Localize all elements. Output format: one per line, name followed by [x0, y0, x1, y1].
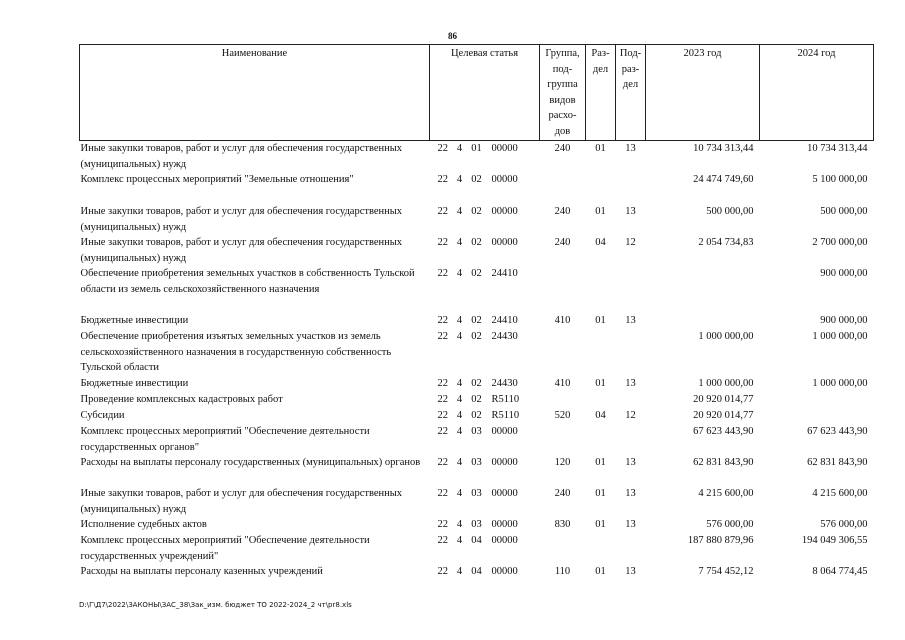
row-group: 240: [554, 488, 571, 499]
row-group: 240: [554, 143, 571, 154]
row-amount-2023: 20 920 014,77: [693, 410, 754, 421]
code-program: 22: [437, 535, 448, 546]
row-group: [540, 266, 586, 313]
row-target-code: [430, 486, 540, 517]
code-direction: R5110: [491, 410, 520, 421]
code-subprogram: 4: [456, 331, 463, 342]
row-section: [586, 329, 616, 376]
row-amount-2023: 576 000,00: [706, 519, 754, 530]
code-subprogram: 4: [456, 566, 463, 577]
row-subsection: 13: [625, 315, 636, 326]
row-target-code: [430, 533, 540, 564]
table-row: [80, 564, 874, 580]
code-subprogram: 4: [456, 268, 463, 279]
row-section: [586, 424, 616, 455]
code-program: 22: [437, 378, 448, 389]
row-group: 830: [554, 519, 571, 530]
row-amount-2024: 10 734 313,44: [807, 143, 868, 154]
code-program: 22: [437, 410, 448, 421]
code-direction: 00000: [491, 143, 518, 154]
row-subsection: 12: [625, 237, 636, 248]
row-name: Проведение комплексных кадастровых работ: [80, 394, 283, 405]
row-name: Иные закупки товаров, работ и услуг для обеспечения государственных (муниципальных) нужд: [80, 143, 403, 170]
code-program: 22: [437, 174, 448, 185]
table-header-row: [80, 45, 874, 141]
code-subprogram: 4: [456, 378, 463, 389]
row-amount-2023: 1 000 000,00: [698, 378, 754, 389]
row-target-code: [430, 455, 540, 486]
row-subsection: [616, 392, 646, 408]
code-part: 02: [471, 394, 482, 405]
row-group: [540, 392, 586, 408]
row-section: [586, 172, 616, 204]
row-section: 01: [595, 488, 606, 499]
code-program: 22: [437, 315, 448, 326]
row-amount-2024: 194 049 306,55: [801, 535, 868, 546]
row-group: 410: [554, 315, 571, 326]
row-target-code: [430, 408, 540, 424]
row-section: 01: [595, 519, 606, 530]
budget-table: [79, 44, 874, 580]
code-part: 02: [471, 331, 482, 342]
table-row: [80, 141, 874, 173]
row-amount-2023: 187 880 879,96: [687, 535, 754, 546]
code-direction: 00000: [491, 237, 518, 248]
row-section: [586, 533, 616, 564]
row-section: 01: [595, 206, 606, 217]
code-part: 02: [471, 206, 482, 217]
code-subprogram: 4: [456, 426, 463, 437]
code-part: 02: [471, 378, 482, 389]
row-amount-2023: 500 000,00: [706, 206, 754, 217]
code-subprogram: 4: [456, 394, 463, 405]
row-target-code: [430, 172, 540, 204]
row-amount-2023: 24 474 749,60: [693, 174, 754, 185]
table-row: [80, 517, 874, 533]
row-name: Бюджетные инвестиции: [80, 315, 189, 326]
row-section: 01: [595, 315, 606, 326]
code-subprogram: 4: [456, 535, 463, 546]
code-direction: 00000: [491, 457, 518, 468]
row-group: 240: [554, 206, 571, 217]
row-amount-2024: [760, 392, 874, 408]
row-amount-2023: 10 734 313,44: [693, 143, 754, 154]
table-row: [80, 266, 874, 313]
code-program: 22: [437, 206, 448, 217]
row-target-code: [430, 313, 540, 329]
code-program: 22: [437, 488, 448, 499]
row-name: Обеспечение приобретения земельных участков в собственность Тульской области из земель сельскохозяйственного назначения: [80, 268, 415, 295]
code-direction: 00000: [491, 519, 518, 530]
table-row: [80, 235, 874, 266]
row-target-code: [430, 424, 540, 455]
code-direction: 24410: [491, 315, 518, 326]
row-section: [586, 392, 616, 408]
table-row: [80, 408, 874, 424]
row-amount-2023: 20 920 014,77: [693, 394, 754, 405]
row-amount-2023: 2 054 734,83: [698, 237, 754, 248]
row-subsection: [616, 266, 646, 313]
row-amount-2023: 62 831 843,90: [693, 457, 754, 468]
code-program: 22: [437, 268, 448, 279]
row-subsection: [616, 424, 646, 455]
row-target-code: [430, 141, 540, 173]
row-name: Иные закупки товаров, работ и услуг для обеспечения государственных (муниципальных) нужд: [80, 237, 403, 264]
row-subsection: 13: [625, 143, 636, 154]
row-amount-2023: [646, 266, 760, 313]
row-amount-2024: 900 000,00: [820, 315, 868, 326]
file-path-footer: D:\Г\Д7\2022\ЗАКОНЫ\ЗАС_38\Зак_изм. бюджет ТО 2022-2024_2 чт\pr8.xls: [79, 601, 352, 609]
row-target-code: [430, 329, 540, 376]
row-group: 240: [554, 237, 571, 248]
row-amount-2024: 62 831 843,90: [807, 457, 868, 468]
code-part: 03: [471, 488, 482, 499]
row-subsection: 13: [625, 457, 636, 468]
code-direction: 00000: [491, 488, 518, 499]
row-amount-2024: 500 000,00: [820, 206, 868, 217]
code-program: 22: [437, 331, 448, 342]
code-direction: R5110: [491, 394, 520, 405]
row-amount-2024: 1 000 000,00: [812, 331, 868, 342]
row-name: Обеспечение приобретения изъятых земельных участков из земель сельскохозяйственного назначения в государственную собственность Тульской области: [80, 331, 392, 373]
page-number: 86: [448, 31, 457, 41]
row-name: Субсидии: [80, 410, 125, 421]
code-part: 02: [471, 315, 482, 326]
row-amount-2024: 1 000 000,00: [812, 378, 868, 389]
code-subprogram: 4: [456, 206, 463, 217]
code-program: 22: [437, 566, 448, 577]
row-amount-2023: 4 215 600,00: [698, 488, 754, 499]
row-amount-2024: 576 000,00: [820, 519, 868, 530]
code-direction: 00000: [491, 566, 518, 577]
row-group: [540, 172, 586, 204]
row-amount-2024: 67 623 443,90: [807, 426, 868, 437]
row-amount-2024: 2 700 000,00: [812, 237, 868, 248]
table-row: [80, 329, 874, 376]
row-section: 01: [595, 143, 606, 154]
header-2023: 2023 год: [646, 45, 760, 141]
row-amount-2023: 1 000 000,00: [698, 331, 754, 342]
code-subprogram: 4: [456, 488, 463, 499]
code-part: 04: [471, 535, 482, 546]
code-part: 02: [471, 268, 482, 279]
row-name: Расходы на выплаты персоналу государственных (муниципальных) органов: [80, 457, 421, 468]
code-program: 22: [437, 426, 448, 437]
code-part: 01: [471, 143, 482, 154]
row-target-code: [430, 564, 540, 580]
row-name: Иные закупки товаров, работ и услуг для обеспечения государственных (муниципальных) нужд: [80, 206, 403, 233]
row-name: Бюджетные инвестиции: [80, 378, 189, 389]
code-direction: 24430: [491, 378, 518, 389]
row-name: Иные закупки товаров, работ и услуг для обеспечения государственных (муниципальных) нужд: [80, 488, 403, 515]
row-amount-2023: 67 623 443,90: [693, 426, 754, 437]
table-row: [80, 455, 874, 486]
code-part: 02: [471, 237, 482, 248]
code-part: 02: [471, 174, 482, 185]
row-amount-2024: 900 000,00: [820, 268, 868, 279]
code-direction: 00000: [491, 535, 518, 546]
code-direction: 00000: [491, 174, 518, 185]
row-amount-2024: 4 215 600,00: [812, 488, 868, 499]
code-direction: 00000: [491, 426, 518, 437]
table-row: [80, 376, 874, 392]
code-program: 22: [437, 457, 448, 468]
row-subsection: 13: [625, 206, 636, 217]
code-part: 04: [471, 566, 482, 577]
row-subsection: 13: [625, 488, 636, 499]
row-section: 01: [595, 378, 606, 389]
code-program: 22: [437, 143, 448, 154]
code-direction: 00000: [491, 206, 518, 217]
row-group: 410: [554, 378, 571, 389]
code-direction: 24410: [491, 268, 518, 279]
table-row: [80, 172, 874, 204]
code-subprogram: 4: [456, 174, 463, 185]
row-name: Расходы на выплаты персоналу казенных учреждений: [80, 566, 323, 577]
row-subsection: [616, 172, 646, 204]
code-subprogram: 4: [456, 457, 463, 468]
header-group: Группа, под- группа видов расхо- дов: [540, 45, 586, 141]
row-target-code: [430, 517, 540, 533]
row-group: [540, 329, 586, 376]
code-subprogram: 4: [456, 315, 463, 326]
row-amount-2024: 8 064 774,45: [812, 566, 868, 577]
row-group: [540, 533, 586, 564]
header-2024: 2024 год: [760, 45, 874, 141]
row-section: 04: [595, 237, 606, 248]
table-row: [80, 392, 874, 408]
row-target-code: [430, 392, 540, 408]
row-subsection: [616, 329, 646, 376]
row-name: Комплекс процессных мероприятий "Обеспечение деятельности государственных органов": [80, 426, 370, 453]
code-direction: 24430: [491, 331, 518, 342]
code-part: 03: [471, 457, 482, 468]
row-amount-2024: [760, 408, 874, 424]
row-subsection: 13: [625, 378, 636, 389]
table-row: [80, 313, 874, 329]
code-program: 22: [437, 519, 448, 530]
code-subprogram: 4: [456, 237, 463, 248]
code-subprogram: 4: [456, 143, 463, 154]
row-group: [540, 424, 586, 455]
code-part: 02: [471, 410, 482, 421]
row-subsection: [616, 533, 646, 564]
code-subprogram: 4: [456, 519, 463, 530]
code-part: 03: [471, 426, 482, 437]
row-amount-2023: [646, 313, 760, 329]
row-subsection: 13: [625, 566, 636, 577]
row-section: 04: [595, 410, 606, 421]
row-section: 01: [595, 457, 606, 468]
header-subsection: Под- раз- дел: [616, 45, 646, 141]
row-amount-2024: 5 100 000,00: [812, 174, 868, 185]
row-group: 520: [554, 410, 571, 421]
table-row: [80, 486, 874, 517]
row-group: 120: [554, 457, 571, 468]
code-subprogram: 4: [456, 410, 463, 421]
header-section: Раз- дел: [586, 45, 616, 141]
row-target-code: [430, 376, 540, 392]
header-name: Наименование: [80, 45, 430, 141]
row-group: 110: [554, 566, 571, 577]
table-row: [80, 204, 874, 235]
code-program: 22: [437, 394, 448, 405]
row-name: Комплекс процессных мероприятий "Обеспечение деятельности государственных учреждений": [80, 535, 370, 562]
table-row: [80, 424, 874, 455]
row-target-code: [430, 266, 540, 313]
row-subsection: 13: [625, 519, 636, 530]
row-amount-2023: 7 754 452,12: [698, 566, 754, 577]
row-section: 01: [595, 566, 606, 577]
row-name: Комплекс процессных мероприятий "Земельные отношения": [80, 174, 354, 185]
row-section: [586, 266, 616, 313]
table-row: [80, 533, 874, 564]
row-subsection: 12: [625, 410, 636, 421]
row-target-code: [430, 204, 540, 235]
code-part: 03: [471, 519, 482, 530]
row-name: Исполнение судебных актов: [80, 519, 207, 530]
header-target: Целевая статья: [430, 45, 540, 141]
code-program: 22: [437, 237, 448, 248]
row-target-code: [430, 235, 540, 266]
